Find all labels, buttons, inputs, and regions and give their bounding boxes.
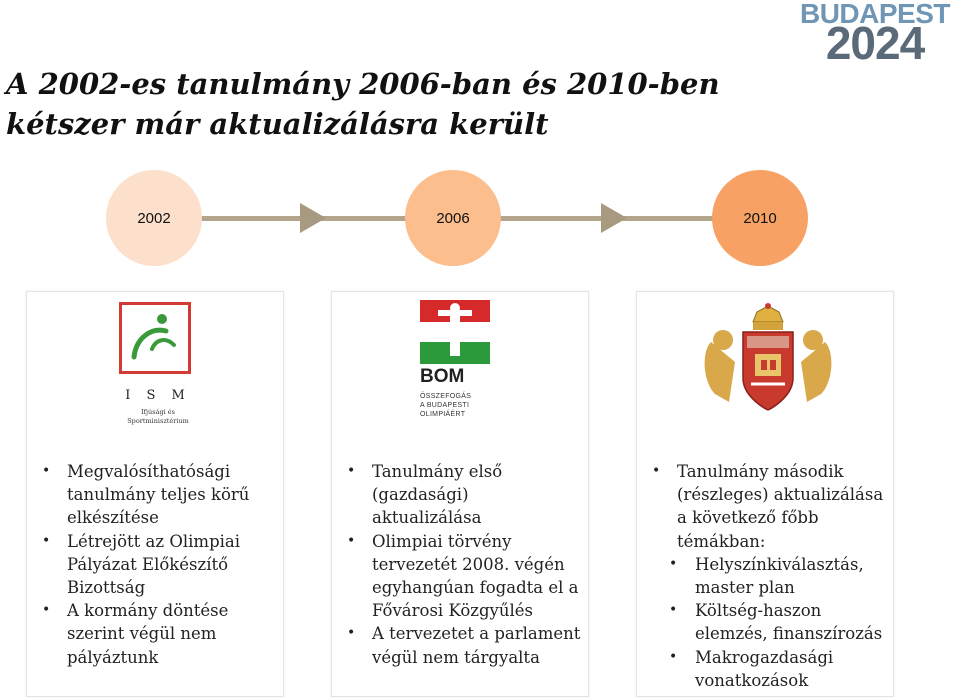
timeline-year-label: 2002 <box>137 209 171 227</box>
bullet-item: • Tanulmány második (részleges) aktualizálása a következő főbb témákban: <box>649 460 887 553</box>
bullet-item: • Olimpiai törvény tervezetét 2008. végén egyhangúan fogadta el a Fővárosi Közgyűlés <box>344 530 582 623</box>
bullet-item: • Megvalósíthatósági tanulmány teljes körű elkészítése <box>39 460 277 530</box>
card-2006 <box>331 291 589 697</box>
bullet-item: • A kormány döntése szerint végül nem pályáztunk <box>39 599 277 669</box>
sub-bullet-item: • Helyszínkiválasztás, master plan <box>649 553 887 599</box>
timeline-arrow-1 <box>300 203 326 233</box>
bom-flag-icon <box>420 300 490 364</box>
ism-logo-frame <box>119 302 191 374</box>
ism-logo <box>115 302 201 430</box>
sub-bullet-item: • Költség-haszon elemzés, finanszírozás <box>649 599 887 645</box>
bom-logo <box>418 300 502 430</box>
bullet-list <box>39 460 277 669</box>
bullet-item: • Létrejött az Olimpiai Pályázat Előkészítő Bizottság <box>39 530 277 600</box>
sub-bullet-item: • Makrogazdasági vonatkozások <box>649 646 887 692</box>
timeline-node-2002 <box>106 170 202 266</box>
timeline-arrow-2 <box>601 203 627 233</box>
budapest-2024-logo <box>795 0 955 69</box>
budapest-coat-of-arms-icon <box>695 302 841 420</box>
logo-line-2: 2024 <box>825 17 925 69</box>
card-2010 <box>636 291 894 697</box>
bom-desc-line: OLIMPIÁÉRT <box>420 411 466 418</box>
timeline-year-label: 2006 <box>436 209 470 227</box>
slide-title: A 2002-es tanulmány 2006-ban és 2010-ben kétszer már aktualizálásra került <box>6 67 720 141</box>
timeline-node-2010 <box>712 170 808 266</box>
bullet-item: • A tervezetet a parlament végül nem tárgyalta <box>344 622 582 668</box>
bullet-list <box>344 460 582 669</box>
card-2002 <box>26 291 284 697</box>
bom-desc-line: A BUDAPESTI <box>420 402 470 409</box>
timeline-node-2006 <box>405 170 501 266</box>
bullet-list <box>649 460 887 692</box>
logo-line-1: BUDAPEST <box>799 0 950 29</box>
ism-subtitle: Ifjúsági és Sportminisztérium <box>127 408 189 425</box>
runner-icon <box>122 305 188 371</box>
timeline-year-label: 2010 <box>743 209 777 227</box>
ism-letters: I S M <box>125 388 191 403</box>
bom-desc-line: ÖSSZEFOGÁS <box>420 393 472 400</box>
bom-description <box>420 392 510 419</box>
bullet-item: • Tanulmány első (gazdasági) aktualizálása <box>344 460 582 530</box>
bom-name: BOM <box>420 366 465 387</box>
